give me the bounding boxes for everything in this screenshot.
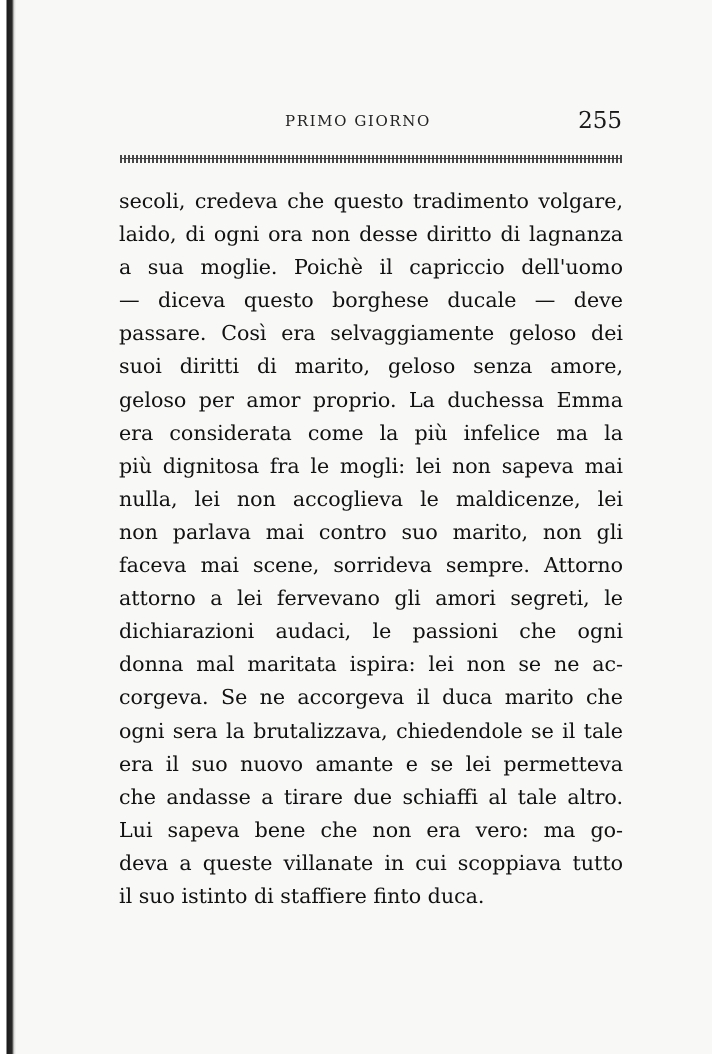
text-line: geloso per amor proprio. La duchessa Emma	[119, 387, 623, 412]
text-line: dichiarazioni audaci, le passioni che ogni	[119, 619, 623, 644]
text-line: era considerata come la più infelice ma la	[119, 420, 623, 445]
text-line: più dignitosa fra le mogli: lei non sapeva mai	[119, 453, 623, 478]
page-number: 255	[578, 108, 622, 134]
page-binding-edge	[0, 0, 16, 1054]
text-line: faceva mai scene, sorrideva sempre. Attorno	[119, 553, 623, 578]
text-line: passare. Così era selvaggiamente geloso dei	[119, 321, 623, 346]
body-text	[119, 185, 623, 935]
text-line: — diceva questo borghese ducale — deve	[119, 288, 623, 313]
text-line: il suo istinto di staffiere finto duca.	[119, 883, 485, 908]
text-line: che andasse a tirare due schiaffi al tale altro.	[119, 784, 623, 809]
text-line: ogni sera la brutalizzava, chiedendole se il tale	[119, 718, 623, 743]
text-line: attorno a lei fervevano gli amori segreti, le	[119, 586, 623, 611]
text-line: Lui sapeva bene che non era vero: ma go-	[119, 817, 623, 842]
text-line: non parlava mai contro suo marito, non gli	[119, 519, 623, 544]
text-line: suoi diritti di marito, geloso senza amore,	[119, 354, 623, 379]
ornamental-rule	[120, 155, 622, 163]
text-line: laido, di ogni ora non desse diritto di lagnanza	[119, 222, 623, 247]
text-line: deva a queste villanate in cui scoppiava tutto	[119, 850, 623, 875]
running-title: PRIMO GIORNO	[285, 112, 431, 130]
text-line: a sua moglie. Poichè il capriccio dell'uomo	[119, 255, 623, 280]
text-line: secoli, credeva che questo tradimento volgare,	[119, 189, 623, 213]
text-line: donna mal maritata ispira: lei non se ne ac-	[119, 652, 623, 677]
text-line: nulla, lei non accoglieva le maldicenze, lei	[119, 486, 623, 511]
text-line: corgeva. Se ne accorgeva il duca marito che	[119, 685, 623, 710]
page-header	[120, 108, 622, 138]
text-line: era il suo nuovo amante e se lei permetteva	[119, 751, 623, 776]
